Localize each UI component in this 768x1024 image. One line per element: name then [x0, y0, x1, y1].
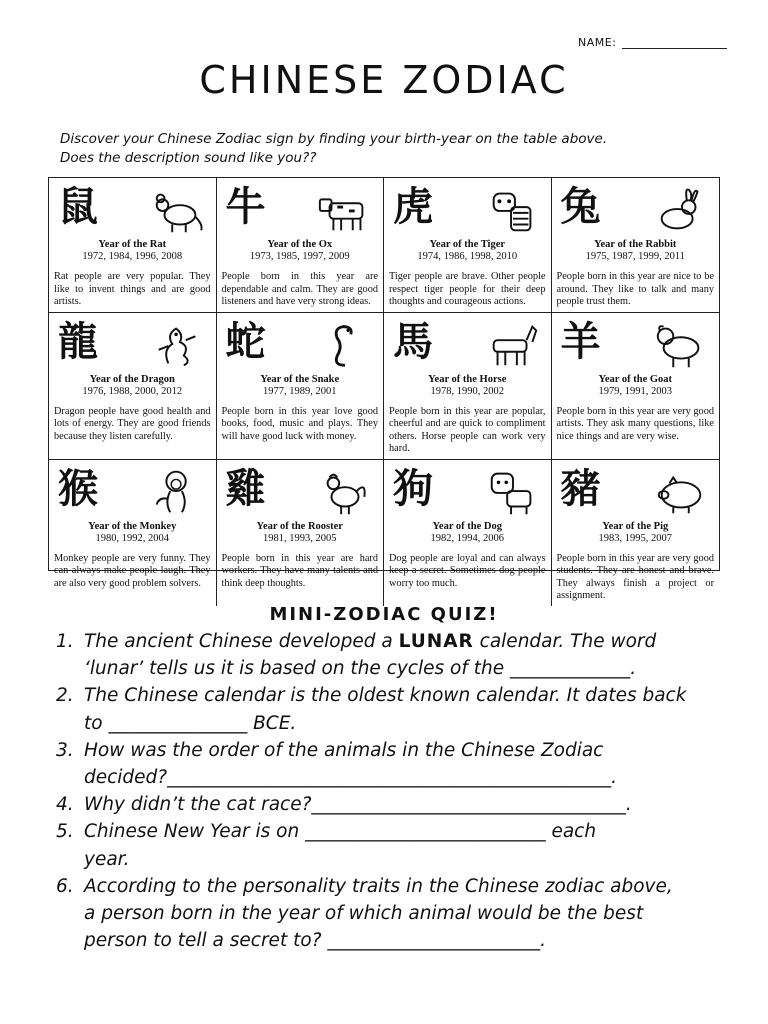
horse-icon	[484, 320, 542, 370]
sign-heading: Year of the Dragon	[89, 373, 175, 385]
question-number: 1.	[56, 631, 74, 652]
chinese-character: 龍	[58, 317, 98, 365]
sign-description: Rat people are very popular. They like to invent things and are good artists.	[54, 271, 211, 307]
sign-years: 1980, 1992, 2004	[95, 532, 169, 544]
question-text[interactable]: person to tell a secret to? _______________________.	[84, 930, 546, 952]
cell-header	[389, 181, 546, 239]
name-blank-line[interactable]	[622, 38, 727, 49]
zodiac-cell-snake	[217, 313, 385, 460]
dragon-icon	[149, 320, 207, 370]
sign-years: 1973, 1985, 1997, 2009	[249, 251, 350, 262]
ox-icon	[316, 185, 374, 235]
snake-icon	[316, 320, 374, 370]
sign-description: People born in this year are dependable and calm. They are good listeners and have very strong ideas.	[221, 271, 378, 307]
sign-heading: Year of the Monkey	[88, 520, 177, 532]
sign-heading: Year of the Snake	[260, 373, 340, 385]
rooster-icon	[316, 467, 374, 517]
chinese-character: 虎	[393, 183, 433, 230]
chinese-character: 羊	[560, 317, 601, 365]
intro-text	[60, 130, 740, 168]
question-text: a person born in the year of which animal would be the best	[84, 903, 644, 925]
intro-line-2: Does the description sound like you??	[60, 150, 317, 166]
sign-heading: Year of the Rabbit	[594, 239, 677, 250]
sign-years: 1982, 1994, 2006	[430, 532, 504, 544]
question-text[interactable]: Chinese New Year is on __________________________ each	[84, 821, 597, 843]
question-number: 4.	[56, 794, 74, 816]
quiz-question-3	[56, 737, 746, 791]
chinese-character: 馬	[393, 317, 433, 365]
tiger-icon	[484, 185, 542, 235]
zodiac-cell-dragon	[49, 313, 217, 460]
sign-years: 1976, 1988, 2000, 2012	[82, 385, 183, 397]
cell-header	[557, 181, 715, 239]
cell-header	[222, 463, 379, 521]
name-field	[578, 36, 727, 49]
sign-description: Dog people are loyal and can always keep a secret. Sometimes dog people worry too much.	[389, 552, 546, 589]
sign-heading: Year of the Rat	[98, 239, 167, 250]
quiz-list	[56, 628, 746, 954]
chinese-character: 狗	[393, 464, 433, 512]
name-label: NAME:	[578, 36, 621, 49]
cell-header	[222, 181, 379, 239]
cell-header	[54, 316, 211, 374]
zodiac-cell-pig	[552, 460, 720, 606]
sign-description: People born in this year are popular, cheerful and are quick to compliment others. Horse people can work very hard.	[389, 405, 546, 454]
sign-years: 1983, 1995, 2007	[598, 532, 672, 544]
sign-description: People born in this year love good books, food, music and plays. They will have good luck with money.	[221, 405, 378, 442]
sign-heading: Year of the Horse	[428, 373, 507, 385]
intro-line-1: Discover your Chinese Zodiac sign by finding your birth-year on the table above.	[60, 131, 608, 147]
sign-years: 1978, 1990, 2002	[430, 385, 504, 397]
quiz-question-6	[56, 873, 746, 955]
question-text: year.	[84, 848, 130, 870]
zodiac-cell-rat	[49, 178, 217, 313]
question-text: The Chinese calendar is the oldest known calendar. It dates back	[84, 685, 687, 707]
sign-heading: Year of the Ox	[267, 239, 333, 250]
pig-icon	[652, 467, 710, 517]
cell-header	[557, 316, 715, 374]
cell-header	[389, 316, 546, 374]
chinese-character: 牛	[225, 183, 266, 230]
question-text: calendar. The word	[473, 631, 657, 652]
sign-description: Tiger people are brave. Other people respect tiger people for their deep thoughts and courageous actions.	[389, 271, 546, 307]
zodiac-cell-dog	[384, 460, 552, 606]
sign-heading: Year of the Tiger	[429, 239, 506, 250]
cell-header	[557, 463, 715, 521]
zodiac-cell-goat	[552, 313, 720, 460]
sign-years: 1979, 1991, 2003	[598, 385, 672, 397]
chinese-character: 兔	[560, 183, 601, 230]
sign-years: 1975, 1987, 1999, 2011	[585, 251, 685, 262]
goat-icon	[652, 320, 710, 370]
sign-years: 1974, 1986, 1998, 2010	[417, 251, 518, 262]
sign-heading: Year of the Rooster	[256, 520, 343, 532]
question-number: 5.	[56, 821, 74, 843]
chinese-character: 豬	[560, 464, 601, 512]
rabbit-icon	[652, 185, 710, 235]
sign-description: People born in this year are very good artists. They ask many questions, like nice things and are very wise.	[556, 405, 714, 442]
zodiac-grid	[48, 177, 720, 601]
question-number: 6.	[56, 875, 74, 897]
sign-years: 1981, 1993, 2005	[263, 532, 337, 544]
zodiac-cell-rabbit	[552, 178, 720, 313]
question-text[interactable]: to _______________ BCE.	[84, 712, 297, 734]
sign-description: Dragon people have good health and lots of energy. They are good friends because they listen carefully.	[54, 405, 211, 442]
cell-header	[222, 316, 379, 374]
lunar-emphasis: LUNAR	[398, 631, 474, 652]
quiz-title: MINI-ZODIAC QUIZ!	[269, 604, 499, 625]
question-text[interactable]: ‘lunar’ tells us it is based on the cycles of the _____________.	[84, 658, 637, 680]
quiz-question-5	[56, 818, 746, 872]
dog-icon	[484, 467, 542, 517]
question-text: According to the personality traits in the Chinese zodiac above,	[84, 875, 673, 897]
zodiac-cell-horse	[384, 313, 552, 460]
cell-header	[54, 463, 211, 521]
sign-description: People born in this year are nice to be around. They like to talk and many people trust them.	[556, 271, 714, 307]
zodiac-cell-ox	[217, 178, 385, 313]
sign-heading: Year of the Dog	[432, 520, 502, 532]
chinese-character: 猴	[58, 464, 98, 512]
sign-years: 1977, 1989, 2001	[263, 385, 337, 397]
chinese-character: 蛇	[225, 317, 266, 365]
sign-description: People born in this year are very good students. They are honest and brave. They always finish a project or assignment.	[556, 552, 714, 601]
question-number: 3.	[56, 739, 74, 761]
zodiac-cell-rooster	[217, 460, 385, 606]
quiz-question-1	[56, 628, 746, 682]
sign-description: People born in this year are hard workers. They have many talents and think deep thoughts.	[221, 552, 378, 589]
chinese-character: 雞	[225, 464, 266, 512]
cell-header	[54, 181, 211, 239]
sign-description: Monkey people are very funny. They can always make people laugh. They are also very good problem solvers.	[54, 552, 211, 589]
rat-icon	[149, 185, 207, 235]
question-number: 2.	[56, 685, 74, 707]
sign-heading: Year of the Pig	[602, 520, 669, 532]
zodiac-cell-tiger	[384, 178, 552, 313]
question-text: The ancient Chinese developed a	[84, 631, 399, 652]
question-text: How was the order of the animals in the Chinese Zodiac	[84, 739, 604, 761]
page-title: CHINESE ZODIAC	[199, 58, 569, 102]
quiz-question-2	[56, 682, 746, 736]
cell-header	[389, 463, 546, 521]
zodiac-cell-monkey	[49, 460, 217, 606]
sign-years: 1972, 1984, 1996, 2008	[82, 251, 183, 262]
question-text[interactable]: decided?________________________________________________.	[84, 767, 618, 789]
question-text[interactable]: Why didn’t the cat race?__________________________________.	[84, 794, 632, 816]
monkey-icon	[149, 467, 207, 517]
quiz-question-4	[56, 791, 746, 818]
chinese-character: 鼠	[58, 183, 98, 230]
sign-heading: Year of the Goat	[598, 373, 673, 385]
